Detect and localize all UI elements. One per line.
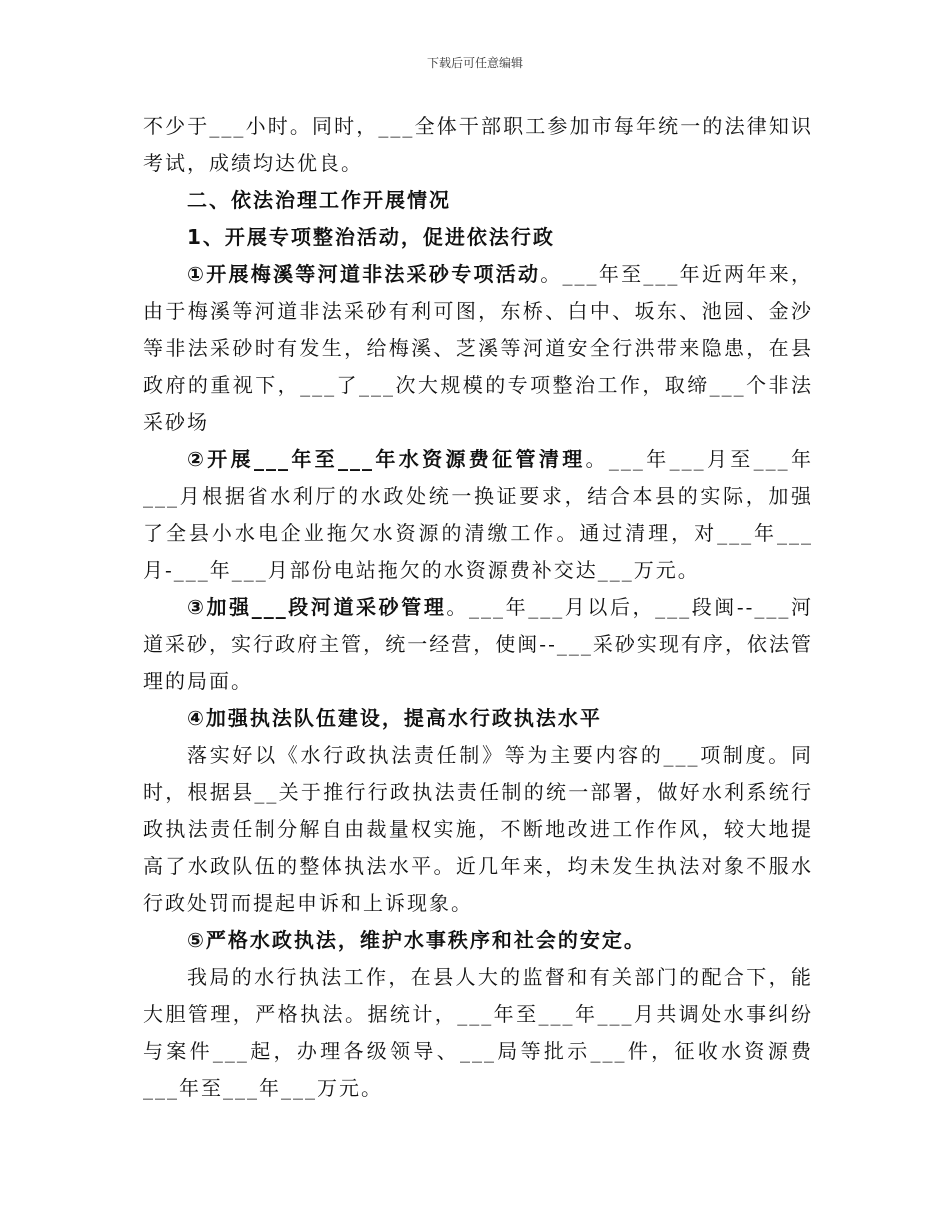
document-body [143, 108, 813, 1107]
item-2-paragraph [143, 441, 813, 589]
item-2-title: ②开展___年至___年水资源费征管清理 [187, 447, 586, 471]
subsection-heading: 1、开展专项整治活动，促进依法行政 [187, 225, 555, 249]
item-3-title: ③加强___段河道采砂管理 [187, 595, 447, 619]
item-3-paragraph [143, 589, 813, 700]
item-1-text: 。___年至___年近两年来，由于梅溪等河道非法采砂有利可图，东桥、白中、坂东、池园、金沙等非法采砂时有发生，给梅溪、芝溪等河道安全行洪带来隐患，在县政府的重视下，___了___次大规模的专项整治工作，取缔___个非法采砂场 [143, 262, 813, 434]
item-4-title: ④加强执法队伍建设，提高水行政执法水平 [187, 706, 602, 730]
item-5-text: 我局的水行执法工作，在县人大的监督和有关部门的配合下，能大胆管理，严格执法。据统计，___年至___年___月共调处水事纠纷与案件___起，办理各级领导、___局等批示___件，征收水资源费___年至___年___万元。 [143, 965, 813, 1100]
page-header: 下载后可任意编辑 [426, 56, 523, 70]
item-2-text: 。___年___月至___年___月根据省水利厅的水政处统一换证要求，结合本县的实际，加强了全县小水电企业拖欠水资源的清缴工作。通过清理，对___年___月-___年___月部份电站拖欠的水资源费补交达___万元。 [143, 447, 814, 582]
item-1-paragraph [143, 256, 813, 441]
paragraph-intro: 不少于___小时。同时，___全体干部职工参加市每年统一的法律知识考试，成绩均达优良。 [143, 114, 813, 175]
item-1-title: ①开展梅溪等河道非法采砂专项活动 [187, 262, 541, 286]
item-4-text: 落实好以《水行政执法责任制》等为主要内容的___项制度。同时，根据县__关于推行行政执法责任制的统一部署，做好水利系统行政执法责任制分解自由裁量权实施，不断地改进工作作风，较大地提高了水政队伍的整体执法水平。近几年来，均未发生执法对象不服水行政处罚而提起申诉和上诉现象。 [143, 743, 813, 915]
section-heading: 二、依法治理工作开展情况 [187, 188, 451, 212]
item-5-title: ⑤严格水政执法，维护水事秩序和社会的安定。 [187, 928, 646, 952]
item-3-text: 。___年___月以后，___段闽--___河道采砂，实行政府主管，统一经营，使闽--___采砂实现有序，依法管理的局面。 [143, 595, 814, 693]
